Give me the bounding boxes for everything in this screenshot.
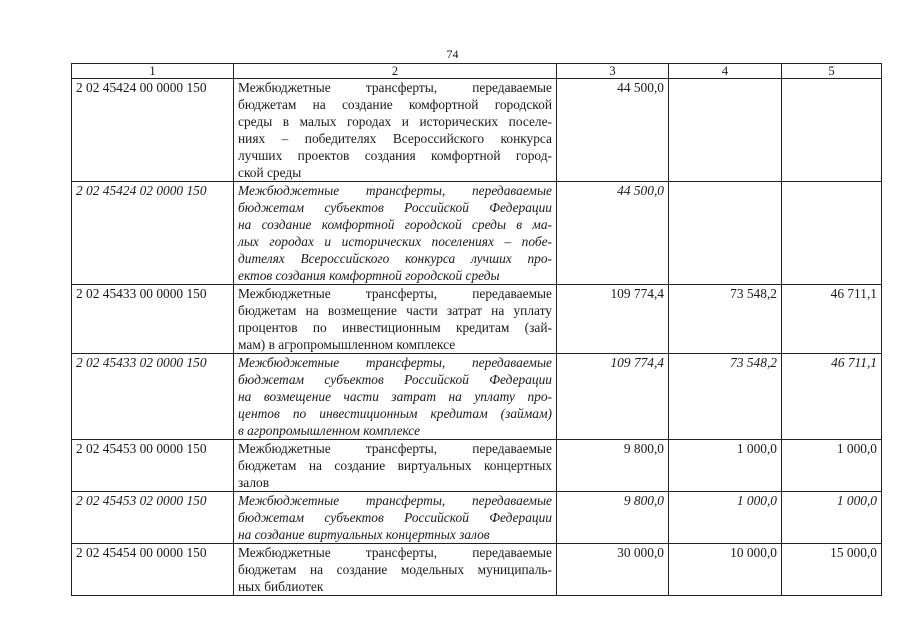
description-line: центов по инвестиционным кредитам (займам) [238, 406, 552, 421]
table-body [72, 79, 882, 596]
budget-code: 2 02 45433 00 0000 150 [72, 285, 234, 354]
description-line: дителях Всероссийского конкурса лучших про- [238, 251, 552, 266]
description-line: Межбюджетные трансферты, передаваемые [238, 493, 552, 508]
description-line: бюджетам субъектов Российской Федерации [238, 372, 552, 387]
column-header-2: 2 [234, 64, 557, 79]
amount-column-4 [669, 182, 782, 285]
description-line: бюджетам на создание виртуальных концертных [238, 458, 552, 473]
description-line: лучших проектов создания комфортной город- [238, 148, 552, 163]
description-line: процентов по инвестиционным кредитам (зай- [238, 320, 552, 335]
table-row [72, 79, 882, 182]
amount-column-3: 9 800,0 [557, 440, 669, 492]
amount-column-4: 1 000,0 [669, 440, 782, 492]
amount-column-4: 1 000,0 [669, 492, 782, 544]
table-row [72, 440, 882, 492]
description-line: бюджетам субъектов Российской Федерации [238, 200, 552, 215]
amount-column-3: 109 774,4 [557, 285, 669, 354]
budget-code: 2 02 45433 02 0000 150 [72, 354, 234, 440]
description-line: бюджетам на создание модельных муниципаль- [238, 562, 552, 577]
table-row [72, 354, 882, 440]
budget-code: 2 02 45424 00 0000 150 [72, 79, 234, 182]
description-line: залов [238, 475, 270, 490]
page-number: 74 [446, 47, 459, 61]
amount-column-5: 46 711,1 [782, 354, 882, 440]
description-cell [234, 492, 557, 544]
budget-code: 2 02 45454 00 0000 150 [72, 544, 234, 596]
column-header-3: 3 [557, 64, 669, 79]
amount-column-5: 46 711,1 [782, 285, 882, 354]
budget-table [71, 63, 882, 596]
amount-column-5: 1 000,0 [782, 440, 882, 492]
description-line: на создание виртуальных концертных залов [238, 527, 490, 542]
table-row [72, 285, 882, 354]
budget-code: 2 02 45453 02 0000 150 [72, 492, 234, 544]
description-line: бюджетам на создание комфортной городской [238, 97, 552, 112]
description-line: Межбюджетные трансферты, передаваемые [238, 441, 552, 456]
amount-column-4 [669, 79, 782, 182]
description-line: мам) в агропромышленном комплексе [238, 337, 456, 352]
amount-column-5 [782, 79, 882, 182]
description-line: бюджетам на возмещение части затрат на уплату [238, 303, 552, 318]
description-line: лых городах и исторических поселениях – побе- [238, 234, 552, 249]
column-header-1: 1 [72, 64, 234, 79]
table-row [72, 182, 882, 285]
amount-column-4: 10 000,0 [669, 544, 782, 596]
description-line: ниях – победителях Всероссийского конкурса [238, 131, 552, 146]
description-cell [234, 440, 557, 492]
column-header-4: 4 [669, 64, 782, 79]
description-line: на создание комфортной городской среды в ма- [238, 217, 552, 232]
description-line: ных библиотек [238, 579, 324, 594]
description-line: Межбюджетные трансферты, передаваемые [238, 80, 552, 95]
description-cell [234, 544, 557, 596]
amount-column-3: 44 500,0 [557, 79, 669, 182]
description-cell [234, 285, 557, 354]
amount-column-4: 73 548,2 [669, 354, 782, 440]
description-line: Межбюджетные трансферты, передаваемые [238, 545, 552, 560]
amount-column-3: 30 000,0 [557, 544, 669, 596]
budget-code: 2 02 45453 00 0000 150 [72, 440, 234, 492]
description-line: ектов создания комфортной городской среды [238, 268, 500, 283]
amount-column-5 [782, 182, 882, 285]
column-header-5: 5 [782, 64, 882, 79]
description-cell [234, 79, 557, 182]
amount-column-3: 44 500,0 [557, 182, 669, 285]
amount-column-3: 109 774,4 [557, 354, 669, 440]
table-row [72, 492, 882, 544]
amount-column-4: 73 548,2 [669, 285, 782, 354]
description-line: Межбюджетные трансферты, передаваемые [238, 286, 552, 301]
description-line: на возмещение части затрат на уплату про- [238, 389, 552, 404]
amount-column-3: 9 800,0 [557, 492, 669, 544]
amount-column-5: 1 000,0 [782, 492, 882, 544]
description-cell [234, 182, 557, 285]
description-line: среды в малых городах и исторических поселе- [238, 114, 552, 129]
budget-code: 2 02 45424 02 0000 150 [72, 182, 234, 285]
description-line: ской среды [238, 165, 302, 180]
description-line: бюджетам субъектов Российской Федерации [238, 510, 552, 525]
amount-column-5: 15 000,0 [782, 544, 882, 596]
description-cell [234, 354, 557, 440]
header-row [72, 64, 882, 79]
description-line: в агропромышленном комплексе [238, 423, 421, 438]
table-row [72, 544, 882, 596]
description-line: Межбюджетные трансферты, передаваемые [238, 183, 552, 198]
description-line: Межбюджетные трансферты, передаваемые [238, 355, 552, 370]
